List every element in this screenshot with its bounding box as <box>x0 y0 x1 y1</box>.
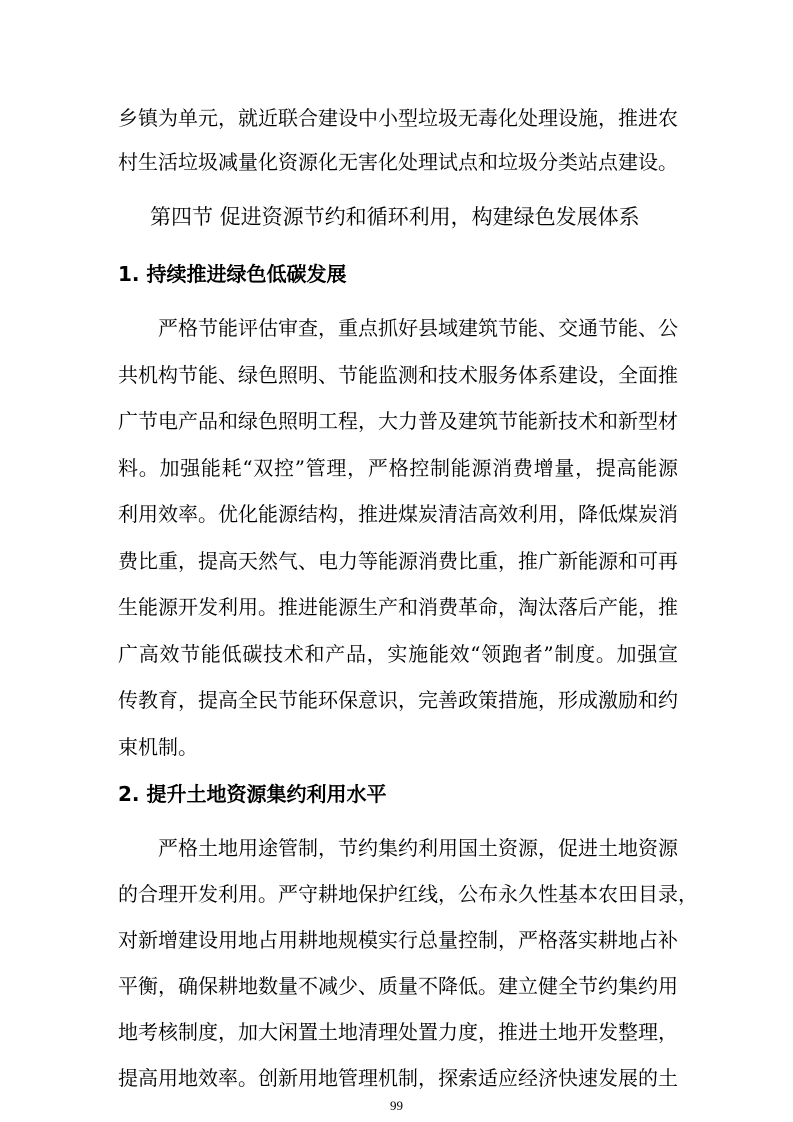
section-title: 第四节 促进资源节约和循环利用，构建绿色发展体系 <box>150 205 640 229</box>
body-text-line: 地考核制度，加大闲置土地清理处置力度，推进土地开发整理， <box>118 1020 678 1044</box>
body-text-line: 束机制。 <box>118 735 198 759</box>
body-text-line: 严格土地用途管制，节约集约利用国土资源，促进土地资源 <box>158 836 678 860</box>
body-text-line: 村生活垃圾减量化资源化无害化处理试点和垃圾分类站点建设。 <box>118 150 678 174</box>
subsection-heading: 1. 持续推进绿色低碳发展 <box>118 262 347 286</box>
body-text-line: 料。加强能耗“双控”管理，严格控制能源消费增量，提高能源 <box>118 456 678 480</box>
page-number: 99 <box>390 1098 403 1113</box>
body-text-line: 共机构节能、绿色照明、节能监测和技术服务体系建设，全面推 <box>118 363 678 387</box>
body-text-line: 生能源开发利用。推进能源生产和消费革命，淘汰落后产能，推 <box>118 595 678 619</box>
body-text-line: 平衡，确保耕地数量不减少、质量不降低。建立健全节约集约用 <box>118 974 678 998</box>
body-text-line: 广节电产品和绿色照明工程，大力普及建筑节能新技术和新型材 <box>118 409 678 433</box>
body-text-line: 对新增建设用地占用耕地规模实行总量控制，严格落实耕地占补 <box>118 928 678 952</box>
subsection-heading: 2. 提升土地资源集约利用水平 <box>118 782 387 806</box>
body-text-line: 利用效率。优化能源结构，推进煤炭清洁高效利用，降低煤炭消 <box>118 502 678 526</box>
body-text-line: 的合理开发利用。严守耕地保护红线，公布永久性基本农田目录， <box>118 882 698 906</box>
body-text-line: 传教育，提高全民节能环保意识，完善政策措施，形成激励和约 <box>118 688 678 712</box>
body-text-line: 严格节能评估审查，重点抓好县域建筑节能、交通节能、公 <box>158 316 678 340</box>
body-text-line: 乡镇为单元，就近联合建设中小型垃圾无毒化处理设施，推进农 <box>118 106 678 130</box>
body-text-line: 广高效节能低碳技术和产品，实施能效“领跑者”制度。加强宣 <box>118 642 678 666</box>
body-text-line: 提高用地效率。创新用地管理机制，探索适应经济快速发展的土 <box>118 1066 678 1090</box>
body-text-line: 费比重，提高天然气、电力等能源消费比重，推广新能源和可再 <box>118 549 678 573</box>
